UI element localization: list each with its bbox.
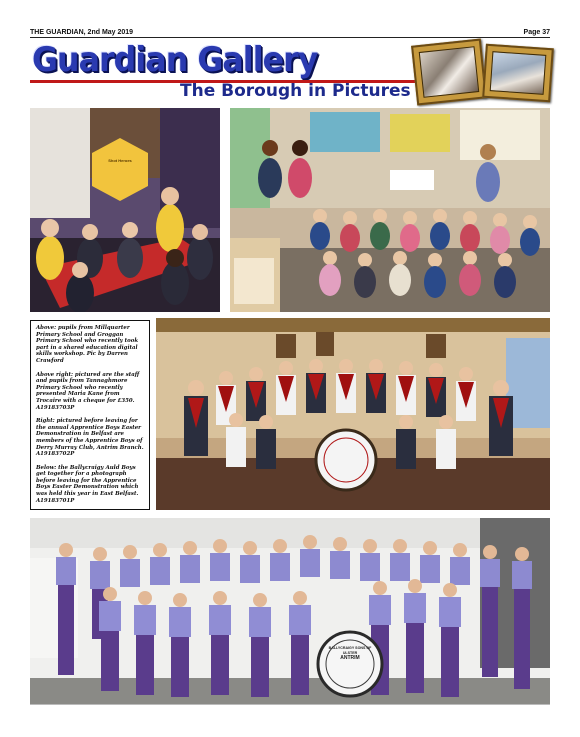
decorative-frame-left xyxy=(411,39,487,106)
photo-digital-skills-scene xyxy=(30,108,220,312)
publication-date: THE GUARDIAN, 2nd May 2019 xyxy=(30,29,134,36)
page-number: Page 37 xyxy=(523,29,550,36)
photo-tannaghmore-primary xyxy=(230,108,550,312)
section-subtitle: The Borough in Pictures xyxy=(180,81,411,101)
drum-lettering xyxy=(328,646,372,661)
photo-outdoor-group-scene xyxy=(30,518,550,704)
photo-apprentice-boys-murray-club xyxy=(156,318,550,510)
caption-below: Below: the Ballycraigy Auld Boys get together for a photograph before leaving for the Apprentice Boys Easter Demonstration which was held this year in East Belfast. A19183701P xyxy=(36,464,139,504)
page-header xyxy=(30,24,550,38)
caption-above-right: Above right: pictured are the staff and pupils from Tannaghmore Primary School who recently presented Maria Kane from Trocaire with a cheque for £350. A19183703P xyxy=(36,371,140,411)
decorative-frame-right xyxy=(482,44,554,103)
photo-hall-scene xyxy=(156,318,550,510)
drum-text-bottom: ANTRIM xyxy=(340,655,360,661)
page-bottom-rule xyxy=(30,704,550,705)
photo-ballycraigy-auld-boys xyxy=(30,518,550,704)
section-title: Guardian Gallery xyxy=(32,40,318,80)
photo-digital-skills-workshop xyxy=(30,108,220,312)
drum-text-top: BALLYCRAIGY SONS OF ULSTER xyxy=(328,646,372,655)
caption-right: Right: pictured before leaving for the annual Apprentice Boys Easter Demonstration in Belfast are members of the Apprentice Boys of Derry Murray Club, Antrim Branch. A19183702P xyxy=(36,418,144,458)
photo-classroom-scene xyxy=(230,108,550,312)
photo-badge-text: Shot Heroes xyxy=(108,158,132,163)
caption-above: Above: pupils from Millquarter Primary School and Groggan Primary School who recently took part in a shared education digital skills workshop. Pic by Darren Crawford xyxy=(36,325,139,364)
photo-captions xyxy=(30,320,150,510)
